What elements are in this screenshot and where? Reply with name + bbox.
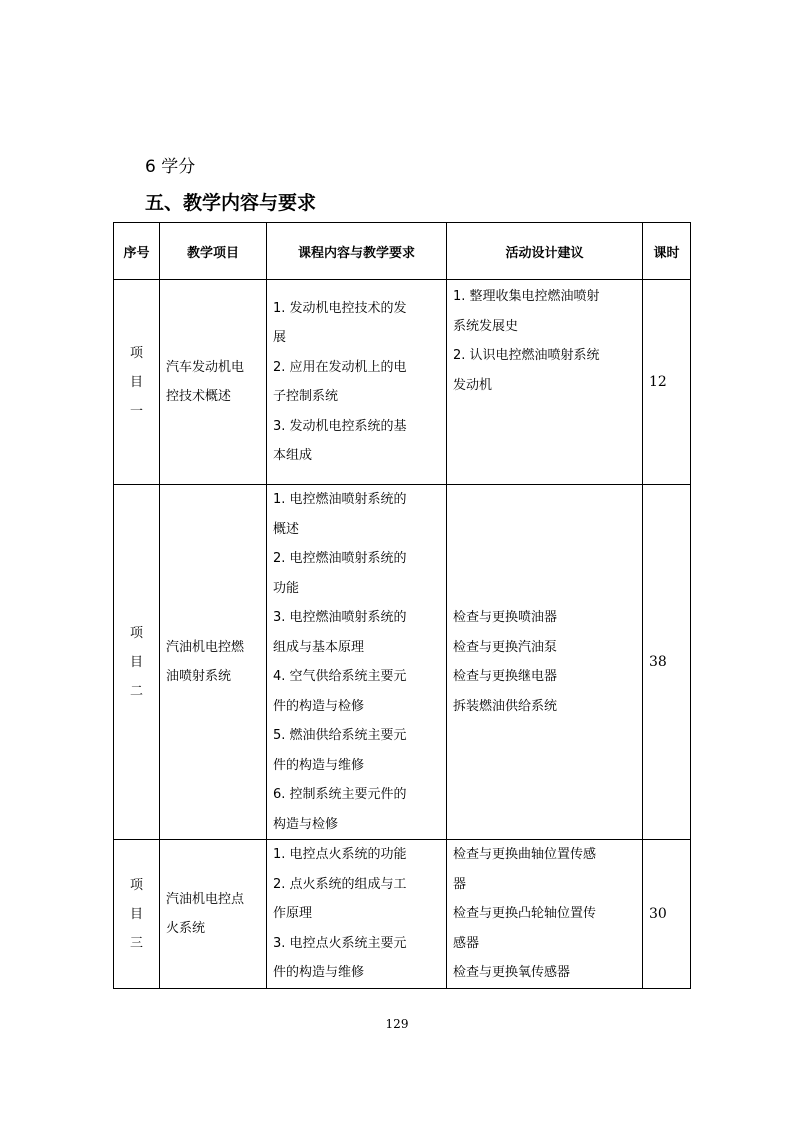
row-activity: 检查与更换曲轴位置传感 器 检查与更换凸轮轴位置传 感器 检查与更换氧传感器 <box>447 840 643 989</box>
page-number: 129 <box>385 1017 409 1031</box>
row-project: 汽油机电控点 火系统 <box>160 840 267 989</box>
syllabus-table <box>113 222 691 989</box>
row-content: 1. 电控点火系统的功能 2. 点火系统的组成与工 作原理 3. 电控点火系统主要元 件的构造与维修 <box>267 840 447 989</box>
row-project: 汽车发动机电 控技术概述 <box>160 280 267 485</box>
row-hours: 12 <box>643 280 691 485</box>
header-content: 课程内容与教学要求 <box>267 223 447 280</box>
table-header-row <box>114 223 691 280</box>
header-activity: 活动设计建议 <box>447 223 643 280</box>
row-hours: 38 <box>643 485 691 840</box>
row-seq: 项 目 三 <box>114 840 160 989</box>
header-project: 教学项目 <box>160 223 267 280</box>
section-title: 五、教学内容与要求 <box>145 192 317 214</box>
row-activity: 检查与更换喷油器 检查与更换汽油泵 检查与更换继电器 拆装燃油供给系统 <box>447 485 643 840</box>
table-row <box>114 840 691 989</box>
row-activity: 1. 整理收集电控燃油喷射 系统发展史 2. 认识电控燃油喷射系统 发动机 <box>447 280 643 485</box>
row-seq: 项 目 一 <box>114 280 160 485</box>
row-content: 1. 电控燃油喷射系统的 概述 2. 电控燃油喷射系统的 功能 3. 电控燃油喷射系统的 组成与基本原理 4. 空气供给系统主要元 件的构造与检修 5. 燃油供给系统主要元 件的构造与维修 6. 控制系统主要元件的 构造与检修 <box>267 485 447 840</box>
header-hours: 课时 <box>643 223 691 280</box>
row-seq: 项 目 二 <box>114 485 160 840</box>
table-row <box>114 485 691 840</box>
table-row <box>114 280 691 485</box>
row-hours: 30 <box>643 840 691 989</box>
header-seq: 序号 <box>114 223 160 280</box>
credit-line: 6 学分 <box>145 157 196 177</box>
row-content: 1. 发动机电控技术的发 展 2. 应用在发动机上的电 子控制系统 3. 发动机电控系统的基 本组成 <box>267 280 447 485</box>
row-project: 汽油机电控燃 油喷射系统 <box>160 485 267 840</box>
